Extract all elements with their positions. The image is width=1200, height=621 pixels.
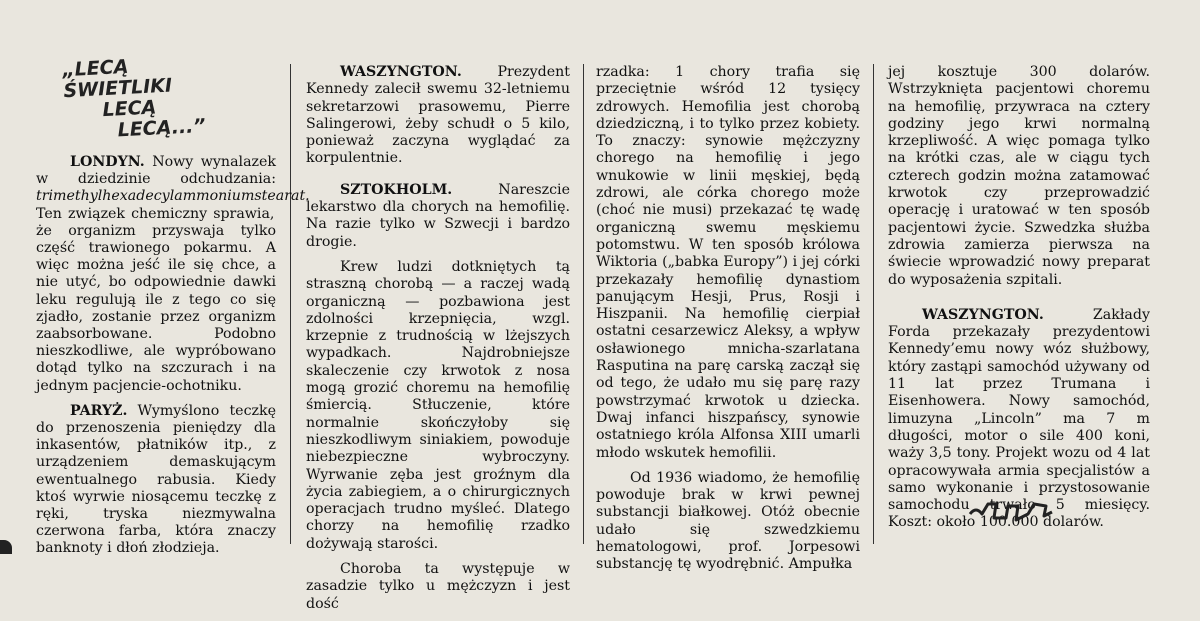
dateline: PARYŻ. [70, 402, 128, 419]
dateline: SZTOKHOLM. [340, 181, 453, 198]
chemical-name: trimethylhexadecylammoniumstearat. [36, 188, 310, 205]
article-text: Krew ludzi dotkniętych tą straszną chorobą — a raczej wadą organiczną — pozbawiona jest zdolności krzepnięcia, wzgl. krzepnie z trudnością w lżejszych wypadkach. Najdrobniejsze skaleczenie czy krwotok z nosa mogą grozić choremu na hemofilię śmiercią. Stłuczenie, które normalnie skończyłoby się nieszkodliwym siniakiem, powoduje niebezpieczne wybroczyny. Wyrwanie zęba jest groźnym dla życia zabiegiem, a o chirurgicznych operacjach trudno myśleć. Dlatego chorzy na hemofilię rzadko dożywają starości. [306, 258, 570, 552]
dateline: WASZYNGTON. [340, 64, 462, 80]
article-text: Nareszcie lekarstwo dla chorych na hemofilię. Na razie tylko w Szwecji i bardzo drogie. [306, 181, 570, 250]
article-text: Choroba ta występuje w zasadzie tylko u mężczyzn i jest dość [306, 561, 570, 612]
page-number-mark [0, 540, 12, 554]
section-heading [62, 52, 226, 144]
column-divider [583, 64, 584, 544]
article-text: Wymyślono teczkę do przenoszenia pieniędzy dla inkasentów, płatników itp., z urządzeniem demaskującym ewentualnego rabusia. Kiedy ktoś wyrwie niosącemu teczkę z ręki, tryska niezmywalna czerwona farba, która znaczy banknoty i dłoń złodzieja. [36, 402, 276, 557]
article-text: Od 1936 wiadomo, że hemofilię powoduje brak w krwi pewnej substancji białkowej. Otóż obecnie udało się szwedzkiemu hematologowi, prof. Jorpesowi substancję tę wyodrębnić. Ampułka [596, 469, 860, 573]
article-paryz [36, 403, 276, 558]
column-4 [888, 64, 1150, 540]
dateline: LONDYN. [70, 154, 145, 170]
column-3 [596, 64, 860, 582]
dateline: WASZYNGTON. [922, 306, 1044, 323]
heading-line-2: LECĄ [102, 96, 157, 122]
ornament-logo [966, 496, 1056, 526]
heading-line-3: LECĄ...” [117, 114, 207, 142]
article-text: rzadka: 1 chory trafia się przeciętnie wśród 12 tysięcy zdrowych. Hemofilia jest chorobą dziedziczną, i to tylko przez kobiety. To znaczy: synowie mężczyzny chorego na hemofilię i jego wnukowie w linii męskiej, będą zdrowi, ale córka chorego może (choć nie musi) przekazać tę wadę organiczną swemu męskiemu potomstwu. W ten sposób królowa Wiktoria („babka Europy”) i jej córki przekazały hemofilię dynastiom panującym Hesji, Prus, Rosji i Hiszpanii. Na hemofilię cierpiał ostatni cesarzewicz Aleksy, a wpływ osławionego mnicha-szarlatana Rasputina na parę carską zaczął się od tego, że udało mu się parę razy powstrzymać krwotok u dziecka. Dwaj infanci hiszpańscy, synowie ostatniego króla Alfonsa XIII umarli młodo wskutek hemofilii. [596, 64, 860, 461]
article-text: jej kosztuje 300 dolarów. Wstrzyknięta pacjentowi choremu na hemofilię, przywraca na cztery godziny jego krwi normalną krzepliwość. A więc pomaga tylko na krótki czas, ale w ciągu tych czterech godzin można zatamować krwotok czy przeprowadzić operację i uratować w ten sposób pacjentowi życie. Szwedzka służba zdrowia zamierza pierwsza na świecie wprowadzić nowy preparat do wyposażenia szpitali. [888, 64, 1150, 288]
column-2 [306, 64, 570, 621]
article-text: Prezydent Kennedy zalecił swemu 32-letniemu sekretarzowi prasowemu, Pierre Salingerowi, żeby schudł o 5 kilo, ponieważ zaczyna wyglądać za korpulentnie. [306, 64, 570, 167]
article-londyn [36, 154, 310, 395]
article-waszyngton-1 [306, 64, 570, 168]
column-1 [36, 154, 310, 566]
article-sztokholm [306, 182, 570, 251]
article-text: Zakłady Forda przekazały prezydentowi Kennedy’emu nowy wóz służbowy, który zastąpi samochód używany od 11 lat przez Trumana i Eisenhowera. Nowy samochód, limuzyna „Lincoln” ma 7 m długości, motor o sile 400 koni, waży 3,5 tony. Projekt wozu od 4 lat opracowywała armia specjalistów a samo wykonanie i przystosowanie samochodu trwało 5 miesięcy. Koszt: około 100.000 dolarów. [888, 306, 1150, 531]
heading-line-1: „LECĄ ŚWIETLIKI [61, 55, 173, 103]
column-divider [290, 64, 291, 544]
article-text: Nowy wynalazek w dziedzinie odchudzania: [36, 154, 276, 188]
column-divider [873, 64, 874, 544]
article-text: Ten związek chemiczny sprawia, że organizm przyswaja tylko część trawionego pokarmu. A więc można jeść ile się chce, a nie utyć, bo odpowiednie dawki leku regulują ile z tego co się zjadło, zostanie przez organizm zaabsorbowane. Podobno nieszkodliwe, ale wypróbowano dotąd tylko na szczurach i na jednym pacjencie-ochotniku. [36, 205, 276, 394]
